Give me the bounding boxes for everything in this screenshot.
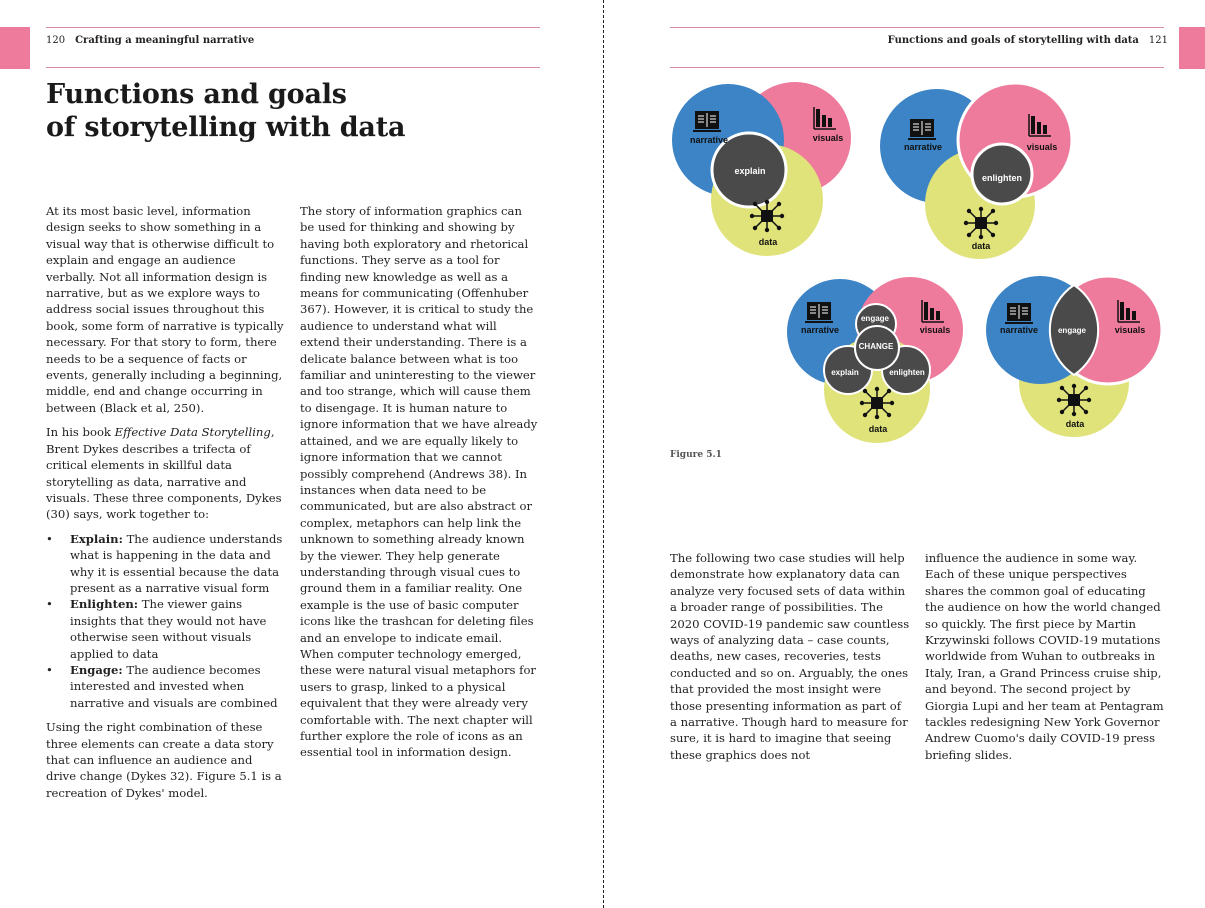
label-engage: engage bbox=[860, 314, 890, 323]
page-edge-tab-left bbox=[0, 27, 30, 69]
label-data: data bbox=[758, 237, 778, 247]
header-rule-bottom bbox=[670, 67, 1164, 68]
venn-diagram-figure bbox=[665, 80, 1175, 450]
right-column-2 bbox=[925, 550, 1165, 771]
list-item: • Explain: The audience understands what is happening in the data and why it is essential because the data present as a narrative visual form bbox=[46, 531, 283, 595]
list-item: • Engage: The audience becomes interested and invested when narrative and visuals are combined bbox=[46, 662, 278, 710]
network-icon bbox=[1057, 384, 1091, 416]
page-number: 121 bbox=[1148, 35, 1168, 46]
label-enlighten: enlighten bbox=[982, 173, 1022, 183]
left-page bbox=[0, 0, 602, 908]
venn-enlighten bbox=[880, 83, 1072, 259]
book-icon bbox=[908, 119, 936, 139]
left-column-2 bbox=[300, 203, 538, 769]
running-head-text: Functions and goals of storytelling with data bbox=[887, 35, 1139, 46]
right-column-1 bbox=[670, 550, 910, 771]
header-rule-top bbox=[46, 27, 540, 28]
venn-engage bbox=[986, 276, 1162, 437]
paragraph: The story of information graphics can be used for thinking and showing by having both exploratory and rhetorical functions. They serve as a tool for finding new knowledge as well as a means for communicating (Offenhuber 367). However, it is critical to study the audience to understand what will extend their understanding. There is a delicate balance between what is too familiar and uninteresting to the viewer and too strange, which will cause them to disengage. It is human nature to ignore information that we have already attained, and we are equally likely to ignore information that we cannot possibly comprehend (Andrews 38). In instances when data need to be communicated, but are also abstract or complex, metaphors can help link the unknown to something already known by the viewer. They help generate understanding through visual cues to ground them in a familiar reality. One example is the use of basic computer icons like the trashcan for deleting files and an envelope to indicate email. When computer technology emerged, these were natural visual metaphors for users to grasp, linked to a physical equivalent that they were already very comfortable with. The next chapter will further explore the role of icons as an essential tool in information design. bbox=[300, 204, 538, 760]
page-edge-tab-right bbox=[1179, 27, 1205, 69]
label-engage: engage bbox=[1057, 326, 1087, 335]
label-visuals: visuals bbox=[1114, 325, 1146, 335]
header-rule-top bbox=[670, 27, 1164, 28]
label-change: CHANGE bbox=[858, 342, 894, 351]
label-explain: explain bbox=[734, 166, 766, 176]
venn-explain bbox=[672, 82, 851, 256]
paragraph: Using the right combination of these three elements can create a data story that can influence an audience and drive change (Dykes 32). Figure 5.1 is a recreation of Dykes' model. bbox=[46, 720, 282, 800]
network-icon bbox=[750, 200, 784, 232]
paragraph: In his book Effective Data Storytelling, Brent Dykes describes a trifecta of critical elements in skillful data storytelling as data, narrative and visuals. These three components, Dykes (30) says, work together to: bbox=[46, 425, 282, 522]
left-column-1 bbox=[46, 203, 286, 809]
paragraph: At its most basic level, information design seeks to show something in a visual way that is otherwise difficult to explain and engage an audience verbally. Not all information design is narrative, but as we explore ways to address social issues throughout this book, some form of narrative is typically necessary. For that story to form, there needs to be a sequence of facts or events, generally including a beginning, middle, end and change occurring in between (Black et al, 250). bbox=[46, 204, 284, 415]
label-data: data bbox=[868, 424, 888, 434]
running-head-text: Crafting a meaningful narrative bbox=[75, 35, 255, 46]
bullet-list bbox=[46, 531, 286, 711]
network-icon bbox=[964, 207, 998, 239]
venn-change bbox=[787, 277, 963, 443]
label-narrative: narrative bbox=[903, 142, 943, 152]
paragraph: The following two case studies will help demonstrate how explanatory data can analyze very focused sets of data within a broader range of possibilities. The 2020 COVID-19 pandemic saw countless ways of analyzing data – case counts, deaths, new cases, recoveries, tests conducted and so on. Arguably, the ones that provided the most insight were those presenting information as part of a narrative. Though hard to measure for sure, it is hard to imagine that seeing these graphics does not bbox=[670, 551, 910, 762]
label-visuals: visuals bbox=[1026, 142, 1058, 152]
figure-caption: Figure 5.1 bbox=[670, 450, 722, 460]
title-line-2: of storytelling with data bbox=[46, 112, 406, 143]
book-icon bbox=[805, 302, 833, 322]
running-head-right bbox=[888, 35, 1168, 46]
label-enlighten: enlighten bbox=[889, 368, 925, 377]
label-visuals: visuals bbox=[919, 325, 951, 335]
page-number: 120 bbox=[46, 35, 66, 46]
label-explain: explain bbox=[831, 368, 859, 377]
book-title: Effective Data Storytelling bbox=[114, 425, 271, 440]
network-icon bbox=[860, 387, 894, 419]
label-narrative: narrative bbox=[800, 325, 840, 335]
chapter-title bbox=[46, 78, 405, 144]
book-icon bbox=[1005, 303, 1033, 323]
list-item: • Enlighten: The viewer gains insights that they would not have otherwise seen without visuals applied to data bbox=[46, 597, 267, 661]
label-visuals: visuals bbox=[812, 133, 844, 143]
book-icon bbox=[693, 111, 721, 131]
running-head-left bbox=[46, 35, 254, 46]
label-data: data bbox=[971, 241, 991, 251]
title-line-1: Functions and goals bbox=[46, 79, 347, 110]
label-data: data bbox=[1065, 419, 1085, 429]
paragraph: influence the audience in some way. Each of these unique perspectives shares the common goal of educating the audience on how the world changed so quickly. The first piece by Martin Krzywinski follows COVID-19 mutations worldwide from Wuhan to outbreaks in Italy, Iran, a Grand Princess cruise ship, and beyond. The second project by Giorgia Lupi and her team at Pentagram tackles redesigning New York Governor Andrew Cuomo's daily COVID-19 press briefing slides. bbox=[925, 551, 1164, 762]
label-narrative: narrative bbox=[999, 325, 1039, 335]
label-narrative: narrative bbox=[689, 135, 729, 145]
header-rule-bottom bbox=[46, 67, 540, 68]
